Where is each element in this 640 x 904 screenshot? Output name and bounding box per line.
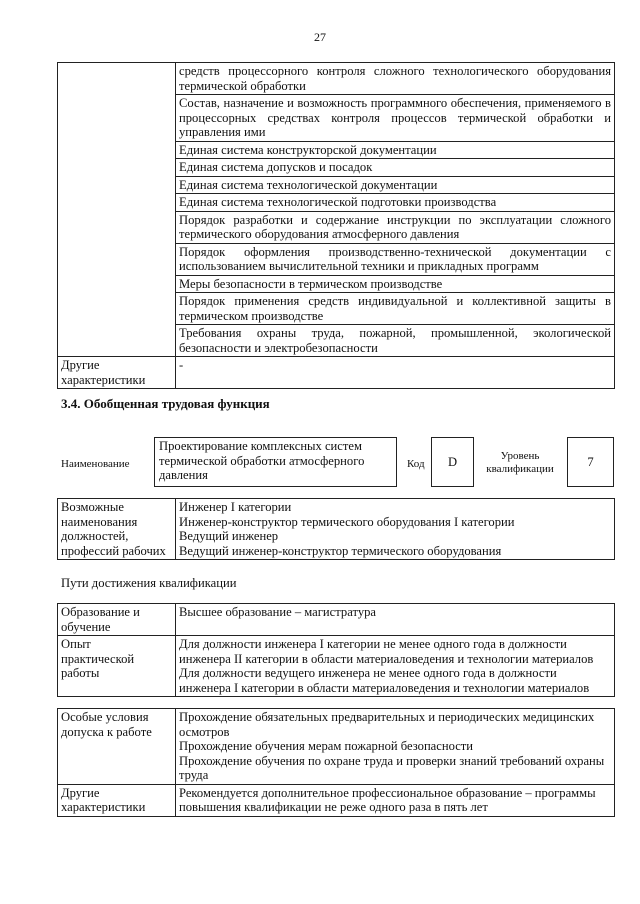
education-label: Образование и обучение [58, 604, 176, 636]
conditions-list [176, 709, 615, 785]
experience-values [176, 636, 615, 697]
knowledge-item: Порядок разработки и содержание инструкции по эксплуатации сложного термического оборудования атмосферного давления [176, 211, 615, 243]
positions-list [176, 499, 615, 560]
code-label: Код [407, 458, 425, 470]
knowledge-item: Единая система допусков и посадок [176, 159, 615, 177]
knowledge-item: Единая система технологической подготовки производства [176, 194, 615, 212]
condition-item: Прохождение обязательных предварительных и периодических медицинских осмотров [179, 710, 595, 739]
knowledge-label-cell [58, 63, 176, 357]
experience-label: Опыт практической работы [58, 636, 176, 697]
code-box [431, 437, 474, 487]
knowledge-item: Единая система конструкторской документации [176, 141, 615, 159]
position-item: Инженер-конструктор термического оборудования I категории [179, 514, 515, 529]
conditions-table [57, 708, 615, 817]
conditions-label: Особые условия допуска к работе [58, 709, 176, 785]
section-title: 3.4. Обобщенная трудовая функция [61, 396, 270, 411]
knowledge-item: Единая система технологической документации [176, 176, 615, 194]
condition-item: Прохождение обучения по охране труда и проверки знаний требований охраны труда [179, 753, 605, 782]
paths-title: Пути достижения квалификации [61, 576, 237, 590]
condition-item: Прохождение обучения мерам пожарной безопасности [179, 739, 474, 753]
knowledge-table [57, 62, 615, 389]
position-item: Ведущий инженер [179, 529, 279, 543]
knowledge-item: Порядок оформления производственно-технической документации с использованием вычислительной техники и прикладных программ [176, 243, 615, 275]
positions-label: Возможные наименования должностей, профессий рабочих [58, 499, 176, 560]
knowledge-item: Порядок применения средств индивидуальной и коллективной защиты в термическом производстве [176, 293, 615, 325]
education-value: Высшее образование – магистратура [176, 604, 615, 636]
experience-item: Для должности инженера I категории не менее одного года в должности инженера II категории в области материаловедения и технологии материалов [179, 637, 594, 666]
conditions-other-label: Другие характеристики [58, 784, 176, 816]
name-label: Наименование [61, 458, 130, 470]
positions-table [57, 498, 615, 560]
knowledge-item: Требования охраны труда, пожарной, промышленной, экологической безопасности и электробезопасности [176, 325, 615, 357]
position-item: Ведущий инженер-конструктор термического оборудования [179, 543, 502, 558]
other-characteristics-label: Другие характеристики [58, 357, 176, 389]
code-value: D [447, 455, 458, 469]
level-box [567, 437, 614, 487]
education-table [57, 603, 615, 697]
page-number: 27 [314, 30, 326, 44]
level-value: 7 [587, 455, 594, 469]
knowledge-item: средств процессорного контроля сложного технологического оборудования термической обработки [176, 63, 615, 95]
conditions-other-value: Рекомендуется дополнительное профессиональное образование – программы повышения квалификации не реже одного раза в пять лет [176, 784, 615, 816]
level-label: Уровень квалификации [486, 450, 554, 475]
name-value: Проектирование комплексных систем термической обработки атмосферного давления [159, 439, 365, 482]
name-box [154, 437, 397, 487]
other-characteristics-value: - [176, 357, 615, 389]
experience-item: Для должности ведущего инженера не менее одного года в должности инженера I категории в области материаловедения и технологии материалов [179, 666, 590, 695]
knowledge-item: Состав, назначение и возможность программного обеспечения, применяемого в процессорных средствах контроля процессов термической обработки и управления ими [176, 95, 615, 142]
position-item: Инженер I категории [179, 500, 292, 514]
knowledge-item: Меры безопасности в термическом производстве [176, 275, 615, 293]
